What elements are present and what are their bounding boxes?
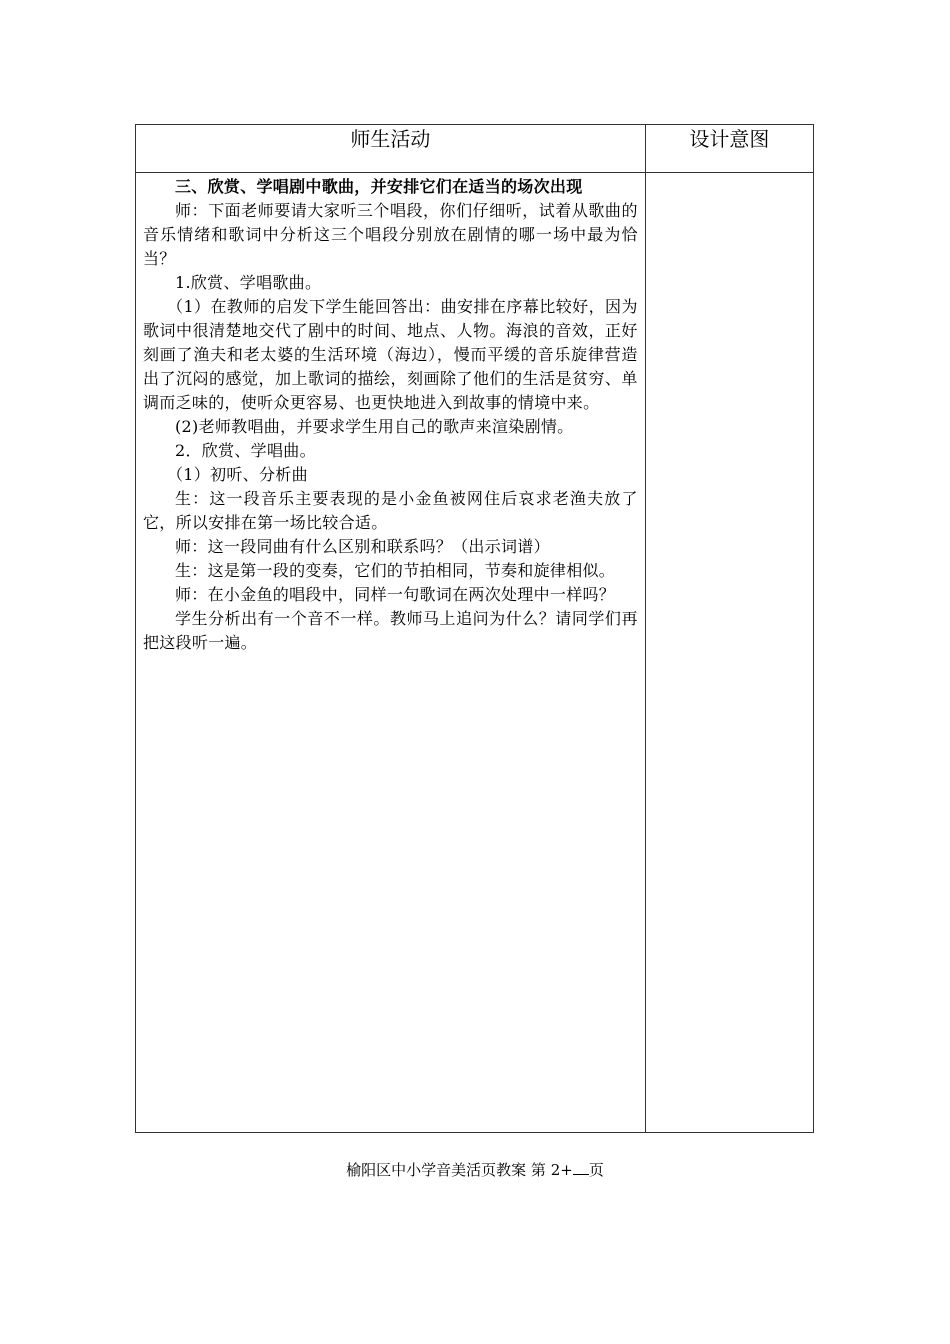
- paragraph-5: 2．欣赏、学唱曲。: [175, 441, 316, 460]
- footer-page-blank: [573, 1158, 589, 1175]
- activity-cell: [136, 173, 646, 1133]
- header-intent: 设计意图: [645, 125, 813, 173]
- paragraph-1: 师：下面老师要请大家听三个唱段，你们仔细听，试着从歌曲的音乐情绪和歌词中分析这三个唱段分别放在剧情的哪一场中最为恰当？: [143, 201, 638, 268]
- paragraph-3: （1）在教师的启发下学生能回答出：曲安排在序幕比较好，因为歌词中很清楚地交代了剧中的时间、地点、人物。海浪的音效，正好刻画了渔夫和老太婆的生活环境（海边），慢而平缓的音乐旋律营造出了沉闷的感觉，加上歌词的描绘，刻画除了他们的生活是贫穷、单调而乏味的，使听众更容易、也更快地进入到故事的情境中来。: [143, 297, 638, 412]
- intent-cell: [645, 173, 813, 1133]
- paragraph-9: 生：这是第一段的变奏，它们的节拍相同，节奏和旋律相似。: [175, 561, 616, 580]
- lesson-plan-table: [135, 124, 814, 1133]
- header-activity: 师生活动: [136, 125, 646, 173]
- table-content-row: [136, 173, 814, 1133]
- page-footer: [0, 1158, 950, 1181]
- paragraph-4: (2)老师教唱曲，并要求学生用自己的歌声来渲染剧情。: [175, 417, 574, 436]
- footer-suffix: 页: [588, 1161, 604, 1179]
- paragraph-8: 师：这一段同曲有什么区别和联系吗？（出示词谱）: [175, 537, 550, 556]
- paragraph-6: （1）初听、分析曲: [167, 465, 308, 484]
- paragraph-2: 1.欣赏、学唱歌曲。: [175, 273, 322, 292]
- paragraph-11: 学生分析出有一个音不一样。教师马上追问为什么？请同学们再把这段听一遍。: [143, 609, 638, 652]
- footer-text: 榆阳区中小学音美活页教案 第 2+: [346, 1161, 573, 1179]
- section-heading: 三、欣赏、学唱剧中歌曲，并安排它们在适当的场次出现: [175, 177, 583, 196]
- paragraph-10: 师：在小金鱼的唱段中，同样一句歌词在两次处理中一样吗？: [175, 585, 616, 604]
- paragraph-7: 生：这一段音乐主要表现的是小金鱼被网住后哀求老渔夫放了它，所以安排在第一场比较合适。: [143, 489, 638, 532]
- table-header-row: [136, 125, 814, 173]
